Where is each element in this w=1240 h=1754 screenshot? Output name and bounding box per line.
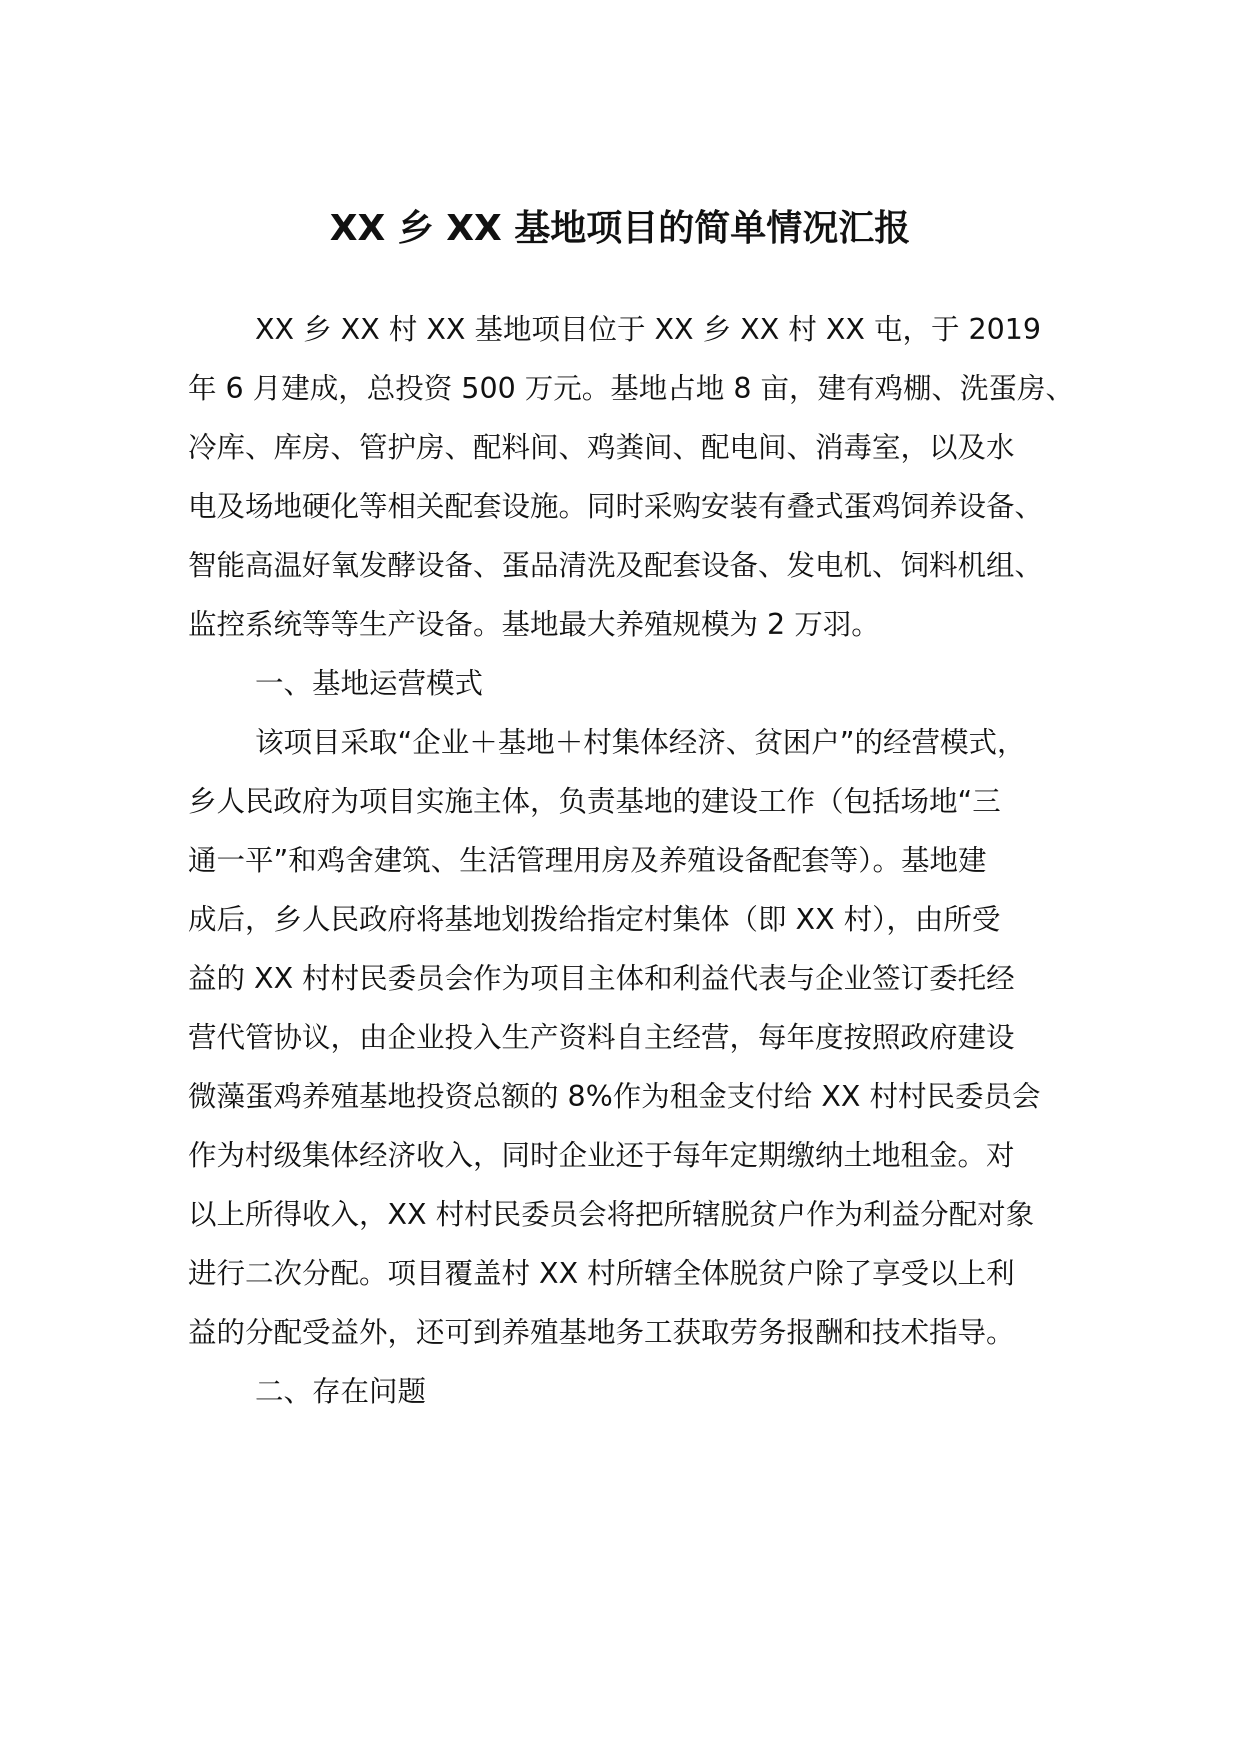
paragraph-2-line-11: 益的分配受益外，还可到养殖基地务工获取劳务报酬和技术指导。: [188, 1316, 1015, 1349]
paragraph-1-line-5: 智能高温好氧发酵设备、蛋品清洗及配套设备、发电机、饲料机组、: [188, 549, 1044, 582]
section-heading-operation-mode: 一、基地运营模式: [255, 667, 484, 700]
paragraph-2-line-9: 以上所得收入，XX 村村民委员会将把所辖脱贫户作为利益分配对象: [188, 1198, 1035, 1231]
section-heading-existing-problems: 二、存在问题: [255, 1375, 427, 1408]
paragraph-1-line-6: 监控系统等等生产设备。基地最大养殖规模为 2 万羽。: [188, 608, 880, 641]
paragraph-2-line-10: 进行二次分配。项目覆盖村 XX 村所辖全体脱贫户除了享受以上利: [188, 1257, 1015, 1290]
paragraph-2-line-7: 微藻蛋鸡养殖基地投资总额的 8%作为租金支付给 XX 村村民委员会: [188, 1080, 1041, 1113]
paragraph-1-line-3: 冷库、库房、管护房、配料间、鸡粪间、配电间、消毒室，以及水: [188, 431, 1015, 464]
document-title: XX 乡 XX 基地项目的简单情况汇报: [329, 208, 911, 249]
paragraph-2-line-6: 营代管协议，由企业投入生产资料自主经营，每年度按照政府建设: [188, 1021, 1015, 1054]
paragraph-2-line-1: 该项目采取“企业＋基地＋村集体经济、贫困户”的经营模式，: [255, 726, 1026, 759]
paragraph-2-line-3: 通一平”和鸡舍建筑、生活管理用房及养殖设备配套等）。基地建: [188, 844, 987, 877]
paragraph-2-line-2: 乡人民政府为项目实施主体，负责基地的建设工作（包括场地“三: [188, 785, 1001, 818]
paragraph-1-line-1: XX 乡 XX 村 XX 基地项目位于 XX 乡 XX 村 XX 屯，于 2019: [255, 313, 1042, 346]
paragraph-1-line-2: 年 6 月建成，总投资 500 万元。基地占地 8 亩，建有鸡棚、洗蛋房、: [188, 372, 1075, 405]
paragraph-2-line-8: 作为村级集体经济收入，同时企业还于每年定期缴纳土地租金。对: [188, 1139, 1015, 1172]
paragraph-2-line-5: 益的 XX 村村民委员会作为项目主体和利益代表与企业签订委托经: [188, 962, 1015, 995]
paragraph-1-line-4: 电及场地硬化等相关配套设施。同时采购安装有叠式蛋鸡饲养设备、: [188, 490, 1044, 523]
paragraph-2-line-4: 成后，乡人民政府将基地划拨给指定村集体（即 XX 村），由所受: [188, 903, 1001, 936]
